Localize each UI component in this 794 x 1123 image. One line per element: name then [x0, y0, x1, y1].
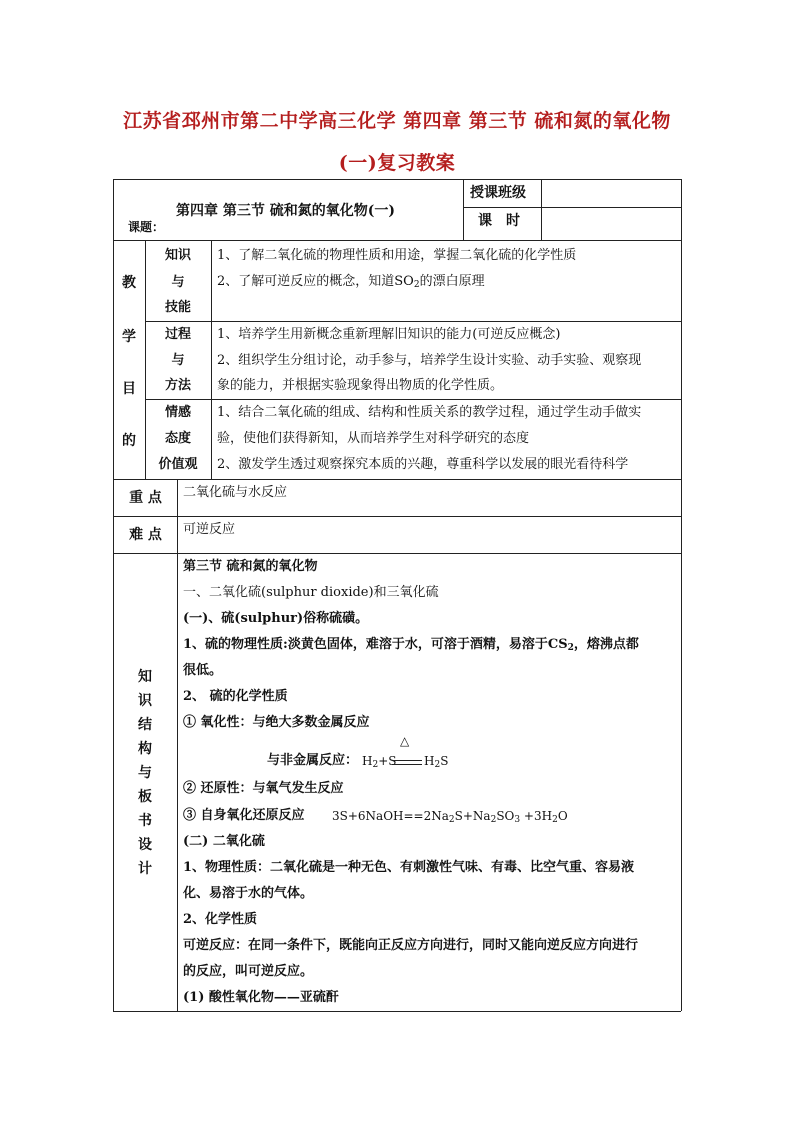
process-label-2: 与	[171, 353, 185, 368]
board-side-label-6: 板	[138, 789, 152, 805]
board-line-4: 1、硫的物理性质:淡黄色固体，难溶于水，可溶于酒精，易溶于$CS_2$，熔沸点都	[183, 637, 639, 653]
process-line-2: 2、组织学生分组讨论，动手参与，培养学生设计实验、动手实验、观察现	[217, 353, 642, 368]
emotion-line-2: 验，使他们获得新知，从而培养学生对科学研究的态度	[217, 431, 530, 446]
knowledge-label-3: 技能	[164, 300, 191, 315]
equation-disproportionation: $3S+6NaOH==2Na_2S+Na_2SO_3 +3H_2O$	[332, 809, 568, 825]
board-side-label-7: 书	[138, 813, 152, 829]
delta-symbol: △	[400, 734, 410, 748]
board-line-12: 1、物理性质：二氧化硫是一种无色、有刺激性气味、有毒、比空气重、容易液	[183, 860, 635, 875]
board-line-2: 一、二氧化硫(sulphur dioxide)和三氧化硫	[183, 585, 439, 600]
board-side-label-3: 结	[138, 717, 152, 733]
board-line-11: (二) 二氧化硫	[183, 834, 265, 849]
board-side-label-8: 设	[138, 837, 152, 853]
board-side-label-4: 构	[138, 741, 152, 757]
board-line-17: (1) 酸性氧化物——亚硫酐	[183, 990, 339, 1005]
key-point-label: 重 点	[129, 490, 162, 506]
board-side-label-1: 知	[138, 669, 152, 685]
document-title-line1: 江苏省邳州市第二中学高三化学 第四章 第三节 硫和氮的氧化物	[123, 110, 671, 132]
board-side-label-5: 与	[138, 765, 152, 781]
knowledge-label-2: 与	[171, 275, 185, 290]
board-line-9: ② 还原性：与氧气发生反应	[183, 781, 344, 796]
board-line-14: 2、化学性质	[183, 912, 258, 927]
board-side-label-9: 计	[138, 861, 152, 877]
board-line-16: 的反应，叫可逆反应。	[183, 964, 314, 979]
process-label-3: 方法	[164, 378, 191, 393]
objectives-side-label-4: 的	[122, 433, 136, 449]
process-line-3: 象的能力，并根据实验现象得出物质的化学性质。	[217, 378, 504, 393]
objectives-side-label-1: 教	[122, 275, 136, 291]
difficulty-value: 可逆反应	[183, 522, 236, 537]
knowledge-line-2: 2、了解可逆反应的概念，知道$SO_2$的漂白原理	[217, 274, 485, 290]
board-line-1: 第三节 硫和氮的氧化物	[183, 559, 318, 574]
process-label-1: 过程	[164, 327, 191, 342]
knowledge-line-1: 1、了解二氧化硫的物理性质和用途，掌握二氧化硫的化学性质	[217, 248, 577, 263]
board-line-3: (一)、硫(sulphur)俗称硫磺。	[183, 611, 369, 626]
emotion-line-3: 2、激发学生透过观察探究本质的兴趣，尊重科学以发展的眼光看待科学	[217, 457, 629, 472]
board-line-5: 很低。	[183, 663, 223, 678]
hours-label: 课 时	[478, 213, 520, 229]
board-line-8: 与非金属反应：	[267, 753, 359, 768]
knowledge-label-1: 知识	[164, 248, 191, 263]
board-line-13: 化、易溶于水的气体。	[183, 886, 314, 901]
emotion-line-1: 1、结合二氧化硫的组成、结构和性质关系的教学过程，通过学生动手做实	[217, 405, 642, 420]
key-point-value: 二氧化硫与水反应	[183, 485, 288, 500]
emotion-label-3: 价值观	[158, 457, 198, 472]
equation-arrow	[392, 760, 422, 765]
emotion-label-1: 情感	[164, 405, 191, 420]
board-side-label-2: 识	[138, 693, 152, 709]
difficulty-label: 难 点	[129, 527, 162, 543]
class-label: 授课班级	[470, 185, 526, 201]
topic-label: 课题：	[128, 220, 165, 234]
objectives-side-label-3: 目	[122, 381, 136, 397]
board-line-15: 可逆反应：在同一条件下，既能向正反应方向进行，同时又能向逆反应方向进行	[183, 938, 639, 953]
emotion-label-2: 态度	[164, 431, 191, 446]
board-line-10: ③ 自身氧化还原反应	[183, 808, 305, 823]
topic-title: 第四章 第三节 硫和氮的氧化物(一)	[176, 203, 395, 219]
board-line-7: ① 氧化性：与绝大多数金属反应	[183, 715, 370, 730]
process-line-1: 1、培养学生用新概念重新理解旧知识的能力(可逆反应概念)	[217, 327, 561, 342]
document-title-line2: (一)复习教案	[338, 152, 456, 174]
board-line-6: 2、 硫的化学性质	[183, 689, 288, 704]
objectives-side-label-2: 学	[122, 329, 136, 345]
